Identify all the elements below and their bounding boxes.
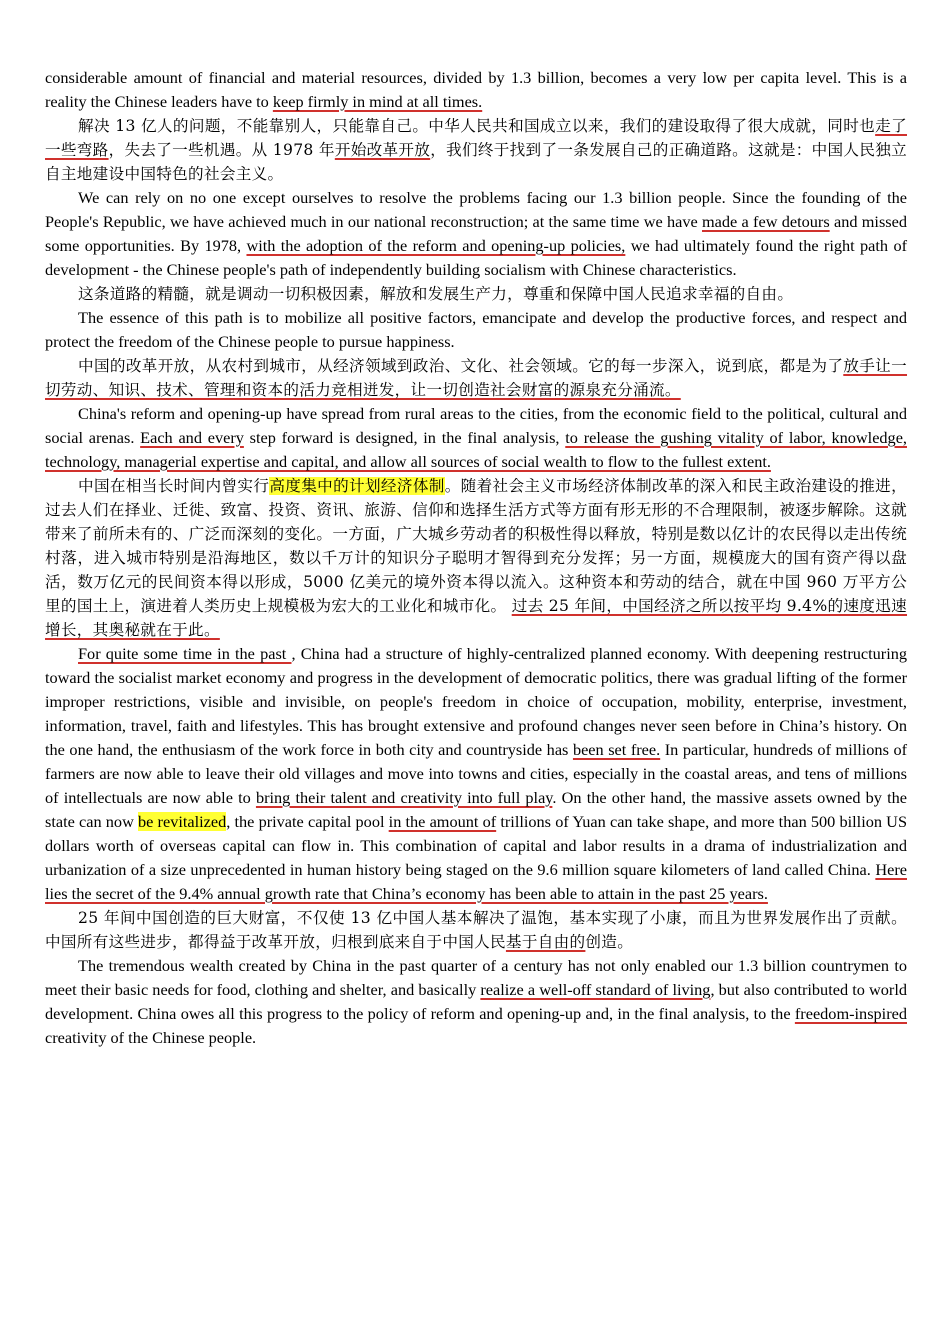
text-run: 解决 13 亿人的问题，不能靠别人，只能靠自己。中华人民共和国成立以来，我们的建设取得了很大成就，同时也 <box>78 117 876 135</box>
text-run: step forward is designed, in the final analysis, <box>243 428 566 447</box>
text-run: ，失去了一些机遇。从 1978 年 <box>108 141 335 159</box>
text-run: 。随着社会主义市场经济体制改革的深入和民主政治建设的推进，过去人们在择业、迁徙、致富、投资、资讯、旅游、信仰和选择生活方式等方面有形无形的不合理限制，被逐步解除。这就带来了前所未有的、广泛而深刻的变化。一方面，广大城乡劳动者的积极性得以释放，特别是数以亿计的农民得以走出传统村落，进入城市特别是沿海地区，数以千万计的知识分子聪明才智得到充分发挥；另一方面，规模庞大的国有资产得以盘活，数万亿元的民间资本得以形成，5000 亿美元的境外资本得以流入。这种资本和劳动的结合，就在中国 960 万平方公里的国土上，演进着人类历史上规模极为宏大的工业化和城市化。 <box>45 477 907 615</box>
chinese-paragraph <box>45 282 907 306</box>
text-run: and missed some opportunities. By 1978, <box>45 212 907 255</box>
text-run: . On the other hand, the massive assets owned by the state can now <box>45 788 908 831</box>
text-run: we had ultimately found the right path of development - the Chinese people's path of independently building socialism with Chinese characteristics. <box>45 236 908 279</box>
text-run: 中国在相当长时间内曾实行 <box>78 477 270 495</box>
text-run: trillions of Yuan can take shape, and more than 500 billion US dollars worth of overseas capital can flow in. This combination of capital and labor results in a drama of industrialization and urbanization of a size unprecedented in human history being staged on the 9.6 million square kilometers of land called China. <box>45 812 907 879</box>
text-run: 中国的改革开放，从农村到城市，从经济领域到政治、文化、社会领域。它的每一步深入，说到底，都是为了 <box>78 357 844 375</box>
document-page <box>45 66 907 1050</box>
text-run: , China had a structure of highly-centralized planned economy. With deepening restructuring toward the socialist market economy and progress in the development of democratic politics, there was gradual lifting of the former improper restrictions, visible and invisible, on people's freedom in choice of occupation, mobility, enterprise, investment, information, travel, faith and lifestyles. This has brought extensive and profound changes never seen before in China’s history. On the one hand, the enthusiasm of the work force in both city and countryside has <box>45 644 908 759</box>
underlined-phrase: been set free. <box>572 740 661 759</box>
chinese-paragraph <box>45 354 907 402</box>
underlined-phrase: in the amount of <box>388 812 497 831</box>
text-run: 这条道路的精髓，就是调动一切积极因素，解放和发展生产力，尊重和保障中国人民追求幸福的自由。 <box>78 285 794 303</box>
underlined-phrase: realize a well-off standard of living <box>480 980 711 999</box>
underlined-phrase: 开始改革开放 <box>334 141 431 159</box>
text-run: , but also contributed to world development. China owes all this progress to the policy of reform and opening-up and, in the final analysis, to the <box>45 980 907 1023</box>
english-paragraph <box>45 186 907 282</box>
english-paragraph <box>45 402 907 474</box>
text-run: We can rely on no one except ourselves to resolve the problems facing our 1.3 billion people. Since the founding of the People's Republic, we have achieved much in our national reconstruction; at the same time we have <box>45 188 907 231</box>
text-run: considerable amount of financial and material resources, divided by 1.3 billion, becomes a very low per capita level. This is a reality the Chinese leaders have to <box>45 68 907 111</box>
underlined-phrase: freedom-inspired <box>794 1004 907 1023</box>
text-run: , the private capital pool <box>226 812 389 831</box>
chinese-paragraph <box>45 474 907 642</box>
text-run: creativity of the Chinese people. <box>45 1028 257 1047</box>
text-run: The essence of this path is to mobilize all positive factors, emancipate and develop the productive forces, and respect and protect the freedom of the Chinese people to pursue happiness. <box>45 308 907 351</box>
underlined-phrase: with the adoption of the reform and opening-up policies, <box>246 236 626 255</box>
english-paragraph <box>45 66 907 114</box>
underlined-phrase: Each and every <box>140 428 244 447</box>
underlined-phrase: 放手让一切劳动、知识、技术、管理和资本的活力竞相迸发，让一切创造社会财富的源泉充分涌流。 <box>45 357 908 399</box>
text-run: The tremendous wealth created by China in the past quarter of a century has not only enabled our 1.3 billion countrymen to meet their basic needs for food, clothing and shelter, and basically <box>45 956 907 999</box>
underlined-phrase: to release the gushing vitality of labor, knowledge, technology, managerial expertise and capital, and allow all sources of social wealth to flow to the fullest extent. <box>45 428 907 471</box>
english-paragraph <box>45 954 907 1050</box>
chinese-paragraph <box>45 114 907 186</box>
underlined-phrase: For quite some time in the past <box>78 644 292 663</box>
english-paragraph <box>45 306 907 354</box>
underlined-phrase: bring their talent and creativity into full play <box>255 788 553 807</box>
highlighted-phrase: be revitalized <box>138 812 227 831</box>
text-run: ，我们终于找到了一条发展自己的正确道路。这就是：中国人民独立自主地建设中国特色的社会主义。 <box>45 141 908 183</box>
underlined-phrase: made a few detours <box>702 212 830 231</box>
highlighted-phrase: 高度集中的计划经济体制 <box>269 477 445 495</box>
underlined-phrase: 走了一些弯路 <box>45 117 907 159</box>
underlined-phrase: 基于自由的 <box>505 933 586 951</box>
text-run: In particular, hundreds of millions of farmers are now able to leave their old villages and move into towns and cities, especially in the coastal areas, and tens of millions of intellectuals are now able to <box>45 740 908 807</box>
underlined-phrase: keep firmly in mind at all times. <box>272 92 483 111</box>
english-paragraph <box>45 642 907 906</box>
underlined-phrase: Here lies the secret of the 9.4% annual growth rate that China’s economy has been able to attain in the past 25 years. <box>45 860 907 903</box>
text-run: 25 年间中国创造的巨大财富，不仅使 13 亿中国人基本解决了温饱，基本实现了小康，而且为世界发展作出了贡献。中国所有这些进步，都得益于改革开放，归根到底来自于中国人民 <box>45 909 907 951</box>
text-run: 创造。 <box>585 933 634 951</box>
text-run: China's reform and opening-up have spread from rural areas to the cities, from the economic field to the political, cultural and social arenas. <box>45 404 907 447</box>
underlined-phrase: 过去 25 年间，中国经济之所以按平均 9.4%的速度迅速增长，其奥秘就在于此。 <box>45 597 908 639</box>
chinese-paragraph <box>45 906 907 954</box>
